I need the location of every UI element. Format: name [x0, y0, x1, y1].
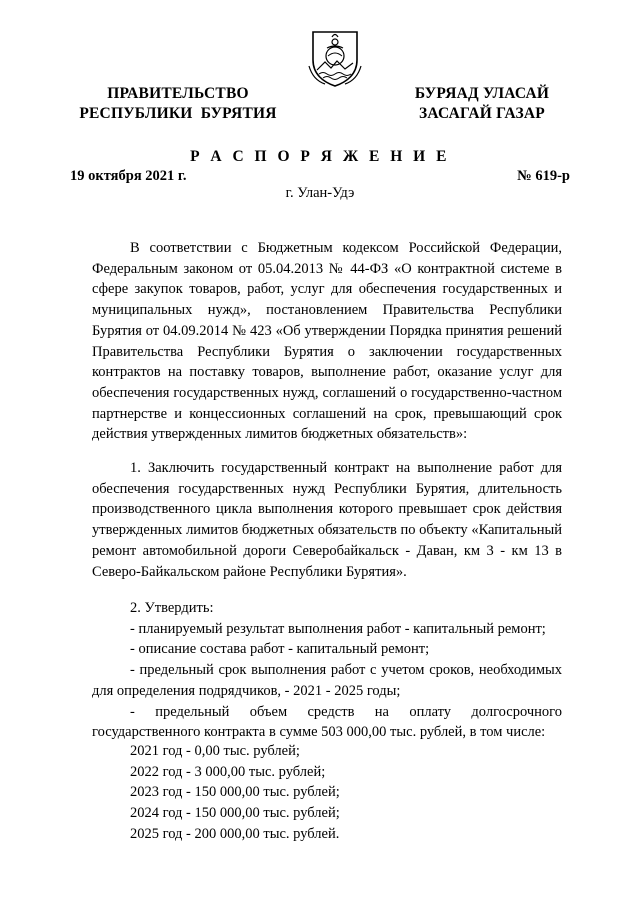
- document-number: № 619-р: [517, 168, 570, 184]
- year-item: 2024 год - 150 000,00 тыс. рублей;: [130, 805, 340, 822]
- year-item: 2023 год - 150 000,00 тыс. рублей;: [130, 784, 340, 801]
- item-2-bullet-4: - предельный объем средств на оплату долгосрочного государственного контракта в сумме 503 000,00 тыс. рублей, в том числе:: [92, 703, 562, 741]
- header-left-line2: РЕСПУБЛИКИ БУРЯТИЯ: [79, 105, 277, 122]
- years-list: [130, 741, 340, 845]
- header-right: [404, 84, 560, 124]
- year-item: 2021 год - 0,00 тыс. рублей;: [130, 743, 300, 759]
- header-right-line1: БУРЯАД УЛАСАЙ: [414, 85, 550, 102]
- intro-paragraph: В соответствии с Бюджетным кодексом Российской Федерации, Федеральным законом от 05.04.2013 № 44-ФЗ «О контрактной системе в сфере закупок товаров, работ, услуг для обеспечения государственных и муниципальных нужд», постановлением Правительства Республики Бурятия от 04.09.2014 № 423 «Об утверждении Порядка принятия решений Правительства Республики Бурятия о заключении государственных контрактов на поставку товаров, выполнение работ, оказание услуг для обеспечения государственных нужд, соглашений о государственно-частном партнерстве и концессионных соглашений на срок, превышающий срок действия утвержденных лимитов бюджетных обязательств»:: [92, 240, 562, 443]
- year-item: 2025 год - 200 000,00 тыс. рублей.: [130, 825, 340, 842]
- document-type: Р А С П О Р Я Ж Е Н И Е: [190, 148, 450, 165]
- year-item: 2022 год - 3 000,00 тыс. рублей;: [130, 763, 326, 780]
- item-1-section: [92, 458, 562, 582]
- document-date: 19 октября 2021 г.: [70, 168, 187, 184]
- document-city: г. Улан-Удэ: [285, 185, 355, 201]
- coat-of-arms-icon: [303, 26, 367, 90]
- item-2-section: [92, 598, 562, 743]
- item-2-heading: 2. Утвердить:: [130, 600, 214, 616]
- item-2-bullet-1: - планируемый результат выполнения работ - капитальный ремонт;: [130, 620, 546, 637]
- intro-section: [92, 238, 562, 445]
- item-2-bullet-2: - описание состава работ - капитальный ремонт;: [130, 641, 430, 658]
- header-right-line2: ЗАСАГАЙ ГАЗАР: [419, 105, 545, 122]
- item-1-paragraph: 1. Заключить государственный контракт на выполнение работ для обеспечения государственных нужд Республики Бурятия, длительность производственного цикла выполнения которого превышает срок действия утвержденных лимитов бюджетных обязательств по объекту «Капитальный ремонт автомобильной дороги Северобайкальск - Даван, км 3 - км 13 в Северо-Байкальском районе Республики Бурятия».: [92, 460, 562, 580]
- header-left-line1: ПРАВИТЕЛЬСТВО: [107, 85, 249, 102]
- item-2-bullet-3: - предельный срок выполнения работ с учетом сроков, необходимых для определения подрядчиков, - 2021 - 2025 годы;: [92, 662, 562, 699]
- header-left: [78, 84, 278, 124]
